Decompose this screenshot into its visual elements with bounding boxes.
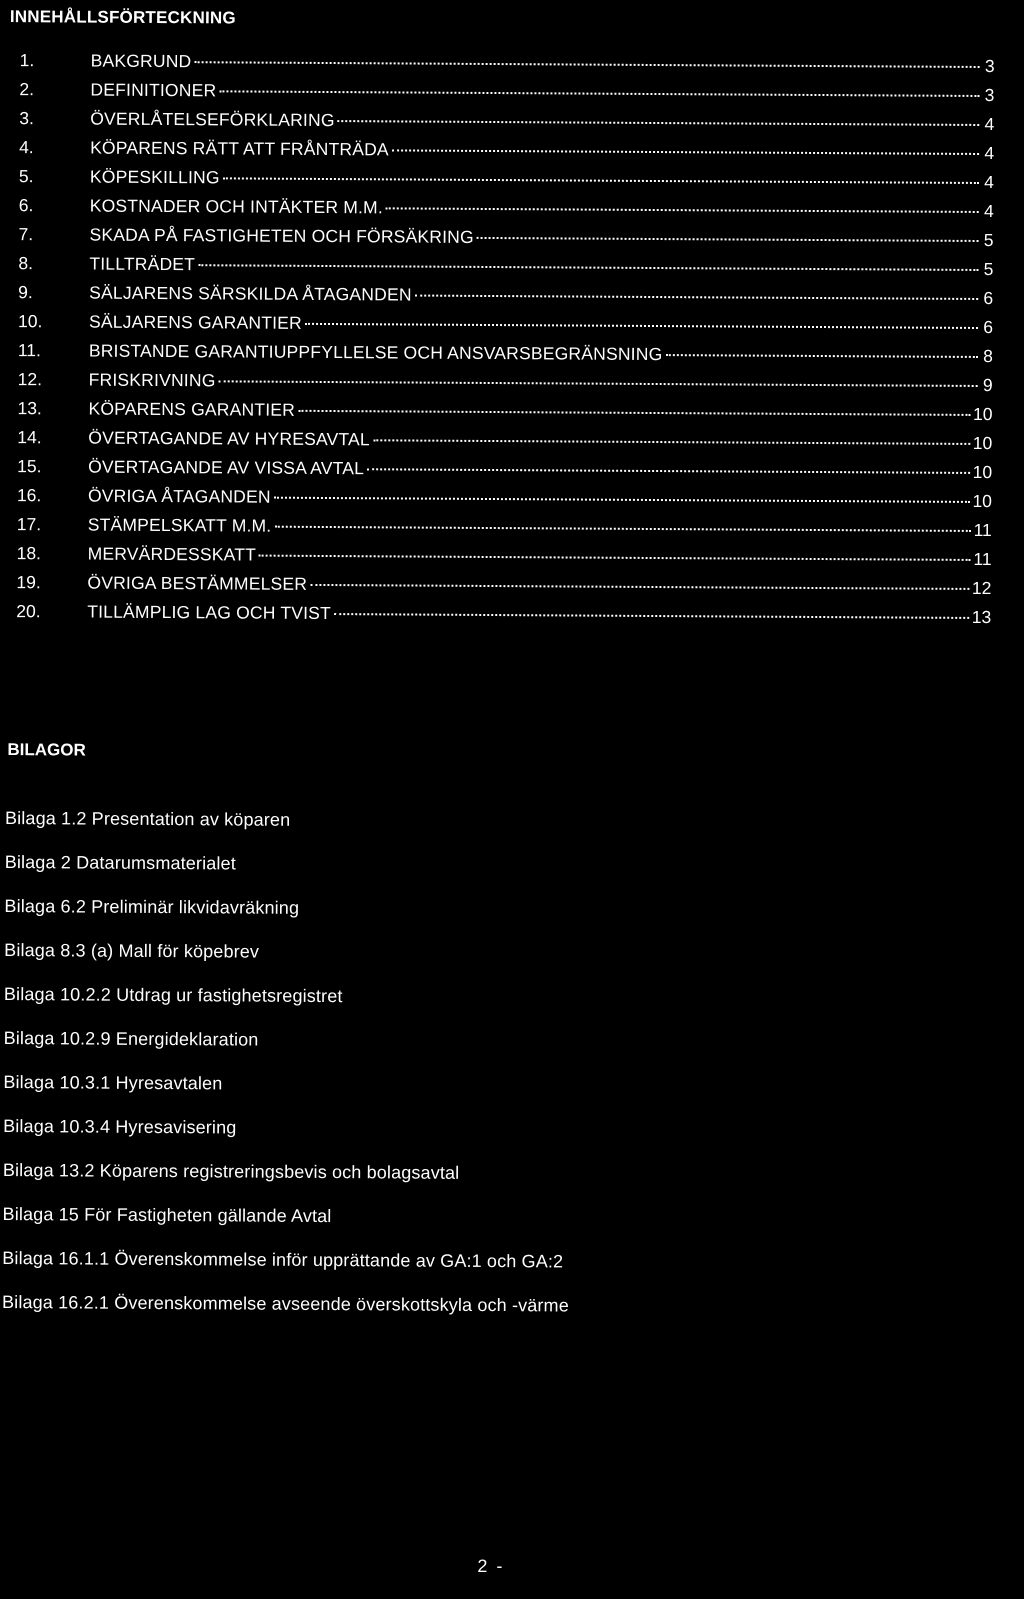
toc-entry-title: ÖVRIGA BESTÄMMELSER: [87, 572, 308, 594]
toc-entry-page: 9: [982, 375, 993, 396]
toc-entry-title: STÄMPELSKATT M.M.: [87, 514, 272, 536]
bilaga-item: Bilaga 15 För Fastigheten gällande Avtal: [2, 1204, 332, 1227]
toc-dot-leader: [198, 264, 978, 271]
toc-entry-page: 12: [971, 577, 992, 599]
toc-entry-number: 20.: [16, 601, 41, 622]
toc-dot-leader: [274, 497, 970, 503]
toc-entry-number: 3.: [19, 108, 34, 129]
toc-entry-number: 17.: [16, 514, 42, 535]
toc-dot-leader: [305, 323, 978, 329]
toc-entry-page: 10: [972, 490, 993, 512]
toc-entry-title: ÖVERLÅTELSEFÖRKLARING: [90, 108, 335, 131]
toc-entry-page: 11: [973, 519, 992, 541]
bilaga-item: Bilaga 10.2.2 Utdrag ur fastighetsregistret: [3, 984, 343, 1007]
bilaga-item: Bilaga 16.2.1 Överenskommelse avseende överskottskyla och -värme: [1, 1292, 569, 1316]
toc-entry-title: FRISKRIVNING: [88, 369, 216, 391]
toc-entry-page: 6: [983, 288, 994, 309]
toc-entry-number: 7.: [18, 224, 34, 245]
toc-entry-title: ÖVERTAGANDE AV VISSA AVTAL: [88, 456, 365, 479]
toc-heading: INNEHÅLLSFÖRTECKNING: [9, 7, 236, 28]
toc-dot-leader: [477, 237, 979, 242]
toc-entry-number: 14.: [17, 427, 42, 448]
toc-dot-leader: [310, 584, 969, 590]
toc-entry-page: 11: [973, 548, 992, 570]
toc-entry-page: 5: [983, 230, 994, 251]
toc-entry-number: 16.: [16, 485, 42, 506]
toc-dot-leader: [298, 410, 970, 416]
toc-entry-page: 6: [983, 317, 994, 338]
toc-entry-page: 3: [984, 85, 995, 106]
toc-entry-title: MERVÄRDESSKATT: [87, 543, 257, 565]
bilagor-list: [2, 808, 765, 1341]
toc-dot-leader: [274, 526, 970, 532]
toc-entry-title: SÄLJARENS GARANTIER: [88, 311, 302, 333]
toc-entry[interactable]: [16, 601, 991, 636]
toc-entry-title: KÖPARENS RÄTT ATT FRÅNTRÄDA: [90, 137, 389, 160]
toc-entry-title: SKADA PÅ FASTIGHETEN OCH FÖRSÄKRING: [89, 224, 474, 247]
toc-dot-leader: [373, 439, 970, 445]
toc-entry-number: 15.: [17, 456, 42, 477]
toc-entry-page: 8: [983, 346, 993, 367]
toc-entry-number: 2.: [19, 79, 35, 100]
bilaga-item: Bilaga 10.2.9 Energideklaration: [3, 1028, 259, 1050]
toc-dot-leader: [219, 90, 979, 97]
toc-entry-title: ÖVERTAGANDE AV HYRESAVTAL: [88, 427, 370, 450]
toc-dot-leader: [334, 613, 969, 619]
toc-entry-page: 10: [972, 461, 993, 483]
bilaga-item: Bilaga 13.2 Köparens registreringsbevis och bolagsavtal: [2, 1160, 460, 1183]
toc-entry-title: DEFINITIONER: [90, 79, 217, 101]
toc-entry-title: BAKGRUND: [90, 50, 192, 72]
toc-entry-number: 4.: [19, 137, 34, 158]
toc-entry-number: 8.: [18, 253, 34, 274]
toc-entry-number: 11.: [17, 340, 41, 361]
toc-entry-page: 4: [984, 143, 995, 164]
toc-dot-leader: [386, 207, 979, 213]
toc-entry-number: 5.: [18, 166, 34, 187]
toc-entry-number: 19.: [16, 572, 41, 593]
toc-entry-number: 12.: [17, 369, 43, 390]
toc-entry-page: 10: [972, 403, 993, 425]
toc-list: [16, 50, 995, 636]
toc-entry-page: 4: [984, 114, 995, 135]
bilaga-item: Bilaga 2 Datarumsmaterialet: [4, 852, 236, 874]
bilaga-item: Bilaga 10.3.4 Hyresavisering: [3, 1116, 237, 1138]
toc-entry-title: BRISTANDE GARANTIUPPFYLLELSE OCH ANSVARSBEGRÄNSNING: [88, 340, 663, 365]
toc-entry-title: TILLTRÄDET: [89, 253, 196, 275]
bilaga-item: Bilaga 16.1.1 Överenskommelse inför upprättande av GA:1 och GA:2: [2, 1248, 564, 1272]
toc-entry-page: 10: [972, 432, 993, 454]
toc-entry-page: 5: [983, 259, 994, 280]
toc-dot-leader: [338, 120, 980, 126]
bilaga-item: Bilaga 6.2 Preliminär likvidavräkning: [4, 896, 300, 918]
toc-entry-page: 13: [971, 606, 992, 628]
toc-entry-number: 6.: [18, 195, 34, 216]
bilaga-item: Bilaga 8.3 (a) Mall för köpebrev: [4, 940, 260, 962]
bilagor-heading: BILAGOR: [7, 740, 86, 760]
toc-entry-number: 13.: [17, 398, 42, 419]
toc-dot-leader: [194, 61, 979, 68]
toc-dot-leader: [219, 380, 978, 387]
toc-entry-title: SÄLJARENS SÄRSKILDA ÅTAGANDEN: [89, 282, 412, 305]
bilaga-item: Bilaga 10.3.1 Hyresavtalen: [3, 1072, 223, 1094]
toc-entry-title: TILLÄMPLIG LAG OCH TVIST: [87, 601, 332, 624]
toc-entry-number: 10.: [17, 311, 43, 332]
toc-entry-page: 4: [984, 172, 994, 193]
page-number: 2 -: [477, 1555, 505, 1577]
toc-entry-title: ÖVRIGA ÅTAGANDEN: [87, 485, 271, 507]
toc-entry-page: 4: [983, 201, 994, 222]
toc-dot-leader: [367, 468, 970, 474]
toc-entry-number: 9.: [18, 282, 33, 303]
toc-dot-leader: [415, 295, 978, 300]
toc-entry-title: KÖPESKILLING: [89, 166, 220, 188]
toc-entry-title: KÖPARENS GARANTIER: [88, 398, 296, 420]
toc-entry-page: 3: [984, 56, 995, 77]
toc-entry-title: KOSTNADER OCH INTÄKTER M.M.: [89, 195, 384, 218]
bilaga-item: Bilaga 1.2 Presentation av köparen: [4, 808, 291, 830]
toc-dot-leader: [259, 555, 970, 561]
toc-dot-leader: [665, 354, 977, 358]
toc-dot-leader: [392, 149, 979, 155]
toc-entry-number: 1.: [19, 50, 35, 71]
toc-dot-leader: [223, 177, 979, 184]
toc-entry-number: 18.: [16, 543, 42, 564]
